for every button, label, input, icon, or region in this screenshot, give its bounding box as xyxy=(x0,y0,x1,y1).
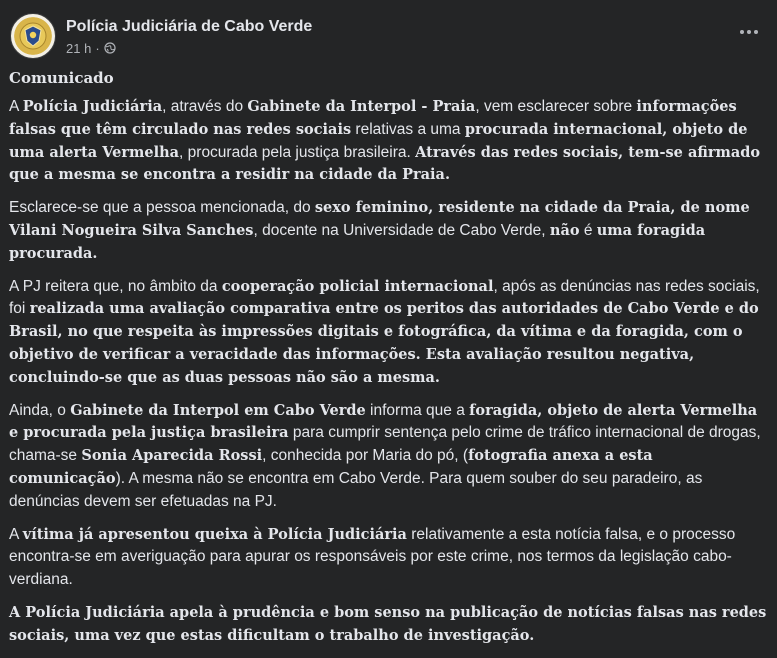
separator-dot: · xyxy=(95,40,100,56)
text-run: A PJ reitera que, no âmbito da xyxy=(9,277,222,295)
globe-icon[interactable] xyxy=(104,42,116,54)
text-run: para cumprir sentença pelo crime de tráfico internacional de drogas, chama-se xyxy=(9,424,761,465)
text-run: relativas a uma xyxy=(351,120,465,138)
post-subline xyxy=(66,41,312,56)
bold-text-run: Através das redes sociais, tem-se afirmado que a mesma se encontra a residir na cidade da Praia. xyxy=(9,143,761,184)
bold-text-run: não xyxy=(549,221,580,239)
text-run: relativamente a esta notícia falsa, e o processo encontra-se em averiguação para apurar os responsáveis por este crime, nos termos da legislação cabo-verdiana. xyxy=(9,525,736,589)
text-run: Ainda, o xyxy=(9,401,71,419)
post-paragraph xyxy=(9,400,769,514)
bold-text-run: cooperação policial internacional xyxy=(221,277,494,295)
post-header xyxy=(10,10,312,62)
more-options-icon[interactable] xyxy=(735,20,763,44)
post-time[interactable]: 21 h xyxy=(66,40,92,56)
text-run: informa que a xyxy=(365,401,470,419)
post-paragraphs xyxy=(9,96,769,648)
post-paragraph xyxy=(9,197,769,265)
text-run: ). A mesma não se encontra em Cabo Verde. Para quem souber do seu paradeiro, as denúncias devem ser efetuadas na PJ. xyxy=(9,469,703,510)
page-avatar[interactable] xyxy=(10,13,56,59)
bold-text-run: procurada internacional, objeto de uma alerta Vermelha xyxy=(9,120,748,161)
text-run: é xyxy=(579,221,597,239)
post-paragraph xyxy=(9,276,769,390)
text-run: , procurada pela justiça brasileira. xyxy=(179,143,416,161)
post-title: Comunicado xyxy=(9,69,114,87)
page-name[interactable]: Polícia Judiciária de Cabo Verde xyxy=(66,17,313,35)
bold-text-run: Sonia Aparecida Rossi xyxy=(81,447,263,465)
bold-text-run: informações falsas que têm circulado nas redes sociais xyxy=(9,98,737,138)
bold-text-run: Gabinete da Interpol - Praia xyxy=(247,98,476,115)
text-run: , através do xyxy=(162,98,248,115)
bold-text-run: uma foragida procurada. xyxy=(9,221,706,262)
police-emblem-logo xyxy=(11,14,55,58)
bold-text-run: vítima já apresentou queixa à Polícia Judiciária xyxy=(22,525,407,543)
text-run: , conhecida por Maria do pó, ( xyxy=(262,447,469,465)
text-run: A xyxy=(9,525,23,543)
bold-text-run: Gabinete da Interpol em Cabo Verde xyxy=(70,401,366,419)
post-paragraph xyxy=(9,602,769,648)
post-paragraph xyxy=(9,96,769,187)
post-paragraph xyxy=(9,524,769,592)
bold-text-run: A Polícia Judiciária apela à prudência e bom senso na publicação de notícias falsas nas redes sociais, uma vez que estas dificultam o trabalho de investigação. xyxy=(9,603,767,644)
bold-text-run: foragida, objeto de alerta Vermelha e procurada pela justiça brasileira xyxy=(9,401,758,442)
text-run: A xyxy=(9,98,23,115)
post-meta xyxy=(66,17,312,56)
text-run: , vem esclarecer sobre xyxy=(475,98,637,115)
text-run: , após as denúncias nas redes sociais, foi xyxy=(9,277,760,318)
post-body xyxy=(9,68,769,658)
text-run: Esclarece-se que a pessoa mencionada, do xyxy=(9,199,315,217)
bold-text-run: Polícia Judiciária xyxy=(22,98,163,115)
bold-text-run: sexo feminino, residente na cidade da Praia, de nome Vilani Nogueira Silva Sanches xyxy=(9,199,750,239)
bold-text-run: realizada uma avaliação comparativa entre os peritos das autoridades de Cabo Verde e do Brasil, no que respeita às impressões digitais e fotográfica, da vítima e da foragida, com o objetivo de verificar a veracidade das informações. Esta avaliação resultou negativa, concluindo-se que as duas pessoas não são a mesma. xyxy=(9,300,759,386)
bold-text-run: fotografia anexa a esta comunicação xyxy=(9,447,653,487)
text-run: , docente na Universidade de Cabo Verde, xyxy=(253,221,550,239)
